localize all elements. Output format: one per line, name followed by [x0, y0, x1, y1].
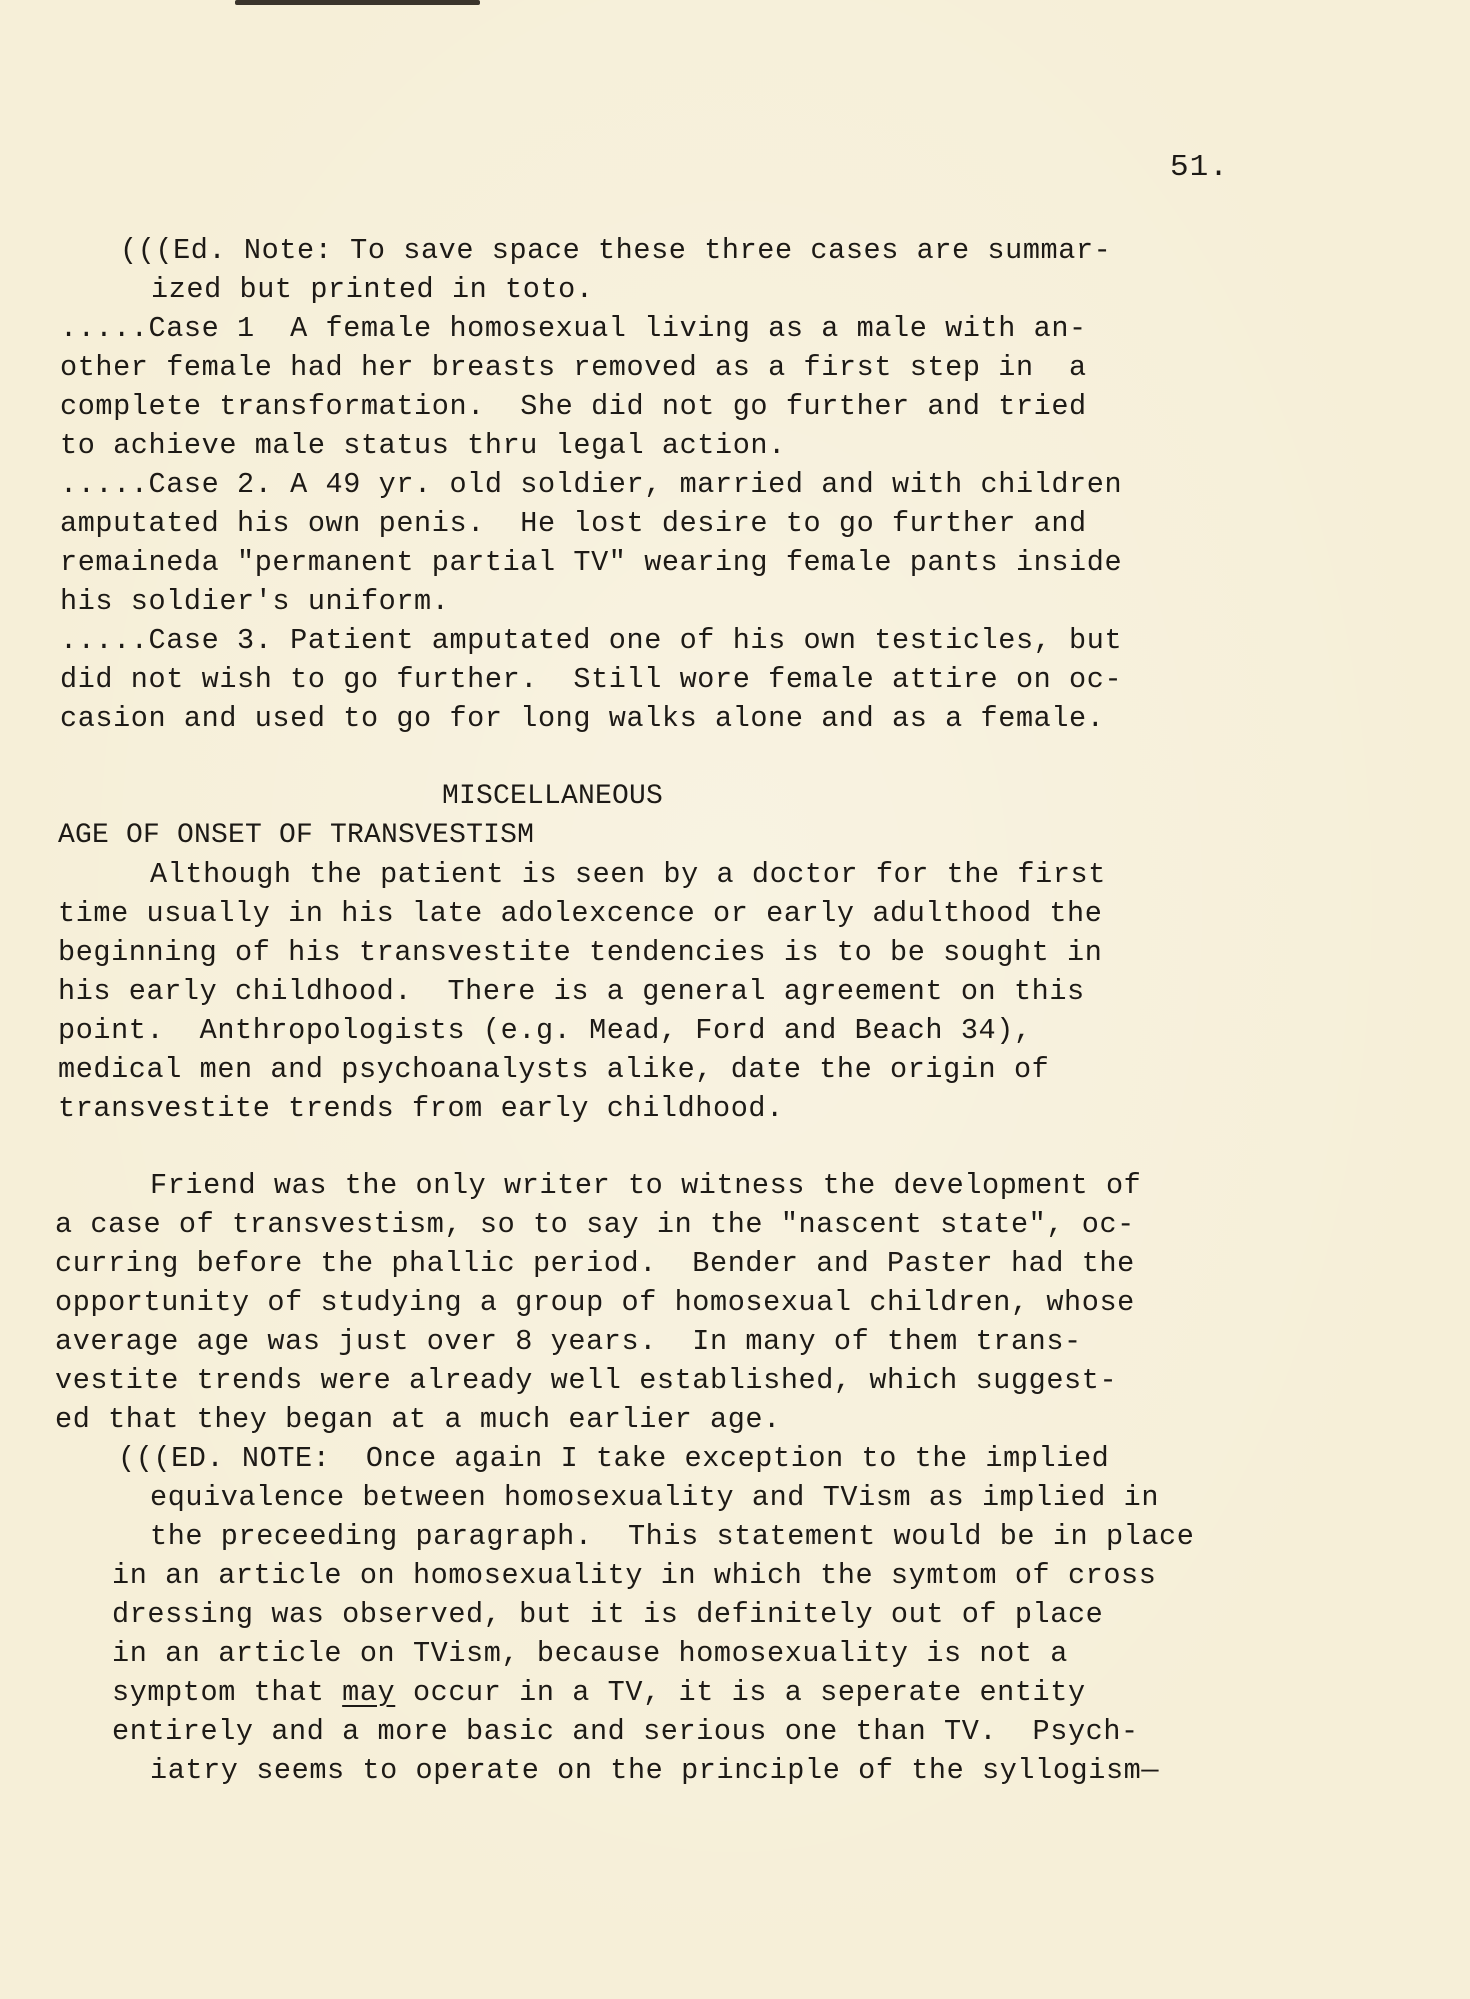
ed-note-line — [112, 1674, 1086, 1712]
paragraph-line: average age was just over 8 years. In many of them trans- — [55, 1325, 1082, 1358]
case-1-line: .....Case 1 A female homosexual living as a male with an- — [60, 312, 1087, 345]
case-1-line: to achieve male status thru legal action. — [60, 429, 786, 462]
paragraph-line: opportunity of studying a group of homosexual children, whose — [55, 1286, 1135, 1319]
ed-note-line: equivalence between homosexuality and TVism as implied in — [150, 1481, 1160, 1514]
case-3-line: did not wish to go further. Still wore female attire on oc- — [60, 663, 1123, 696]
section-heading: MISCELLANEOUS — [442, 781, 664, 812]
ed-note-line: dressing was observed, but it is definitely out of place — [112, 1598, 1104, 1631]
top-edge-mark — [235, 0, 480, 5]
subheading: AGE OF ONSET OF TRANSVESTISM — [58, 820, 535, 851]
case-2-line: his soldier's uniform. — [60, 585, 450, 618]
ed-note-line: in an article on homosexuality in which the symtom of cross — [112, 1559, 1157, 1592]
case-3-line: .....Case 3. Patient amputated one of his own testicles, but — [60, 624, 1123, 657]
ed-note-line: in an article on TVism, because homosexuality is not a — [112, 1637, 1068, 1670]
page-number: 51. — [1170, 150, 1229, 185]
ed-note-line: (((ED. NOTE: Once again I take exception to the implied — [118, 1442, 1110, 1475]
paragraph-line: Although the patient is seen by a doctor for the first — [150, 858, 1106, 891]
case-1-line: other female had her breasts removed as a first step in a — [60, 351, 1087, 384]
paragraph-line: transvestite trends from early childhood. — [58, 1092, 784, 1125]
ed-note-text: symptom that — [112, 1676, 343, 1709]
paragraph-line: vestite trends were already well established, which suggest- — [55, 1364, 1118, 1397]
paragraph-line: ed that they began at a much earlier age. — [55, 1403, 781, 1436]
underlined-word: may — [342, 1676, 396, 1709]
case-1-line: complete transformation. She did not go further and tried — [60, 390, 1087, 423]
paragraph-line: a case of transvestism, so to say in the "nascent state", oc- — [55, 1208, 1135, 1241]
ed-note-line: ized but printed in toto. — [151, 273, 594, 306]
paragraph-line: point. Anthropologists (e.g. Mead, Ford and Beach 34), — [58, 1014, 1032, 1047]
paragraph-line: Friend was the only writer to witness the development of — [150, 1169, 1142, 1202]
case-2-line: remaineda "permanent partial TV" wearing female pants inside — [60, 546, 1123, 579]
paragraph-line: curring before the phallic period. Bender and Paster had the — [55, 1247, 1135, 1280]
paragraph-line: beginning of his transvestite tendencies is to be sought in — [58, 936, 1103, 969]
ed-note-line: entirely and a more basic and serious one than TV. Psych- — [112, 1715, 1139, 1748]
ed-note-text: occur in a TV, it is a seperate entity — [395, 1676, 1086, 1709]
case-2-line: .....Case 2. A 49 yr. old soldier, married and with children — [60, 468, 1123, 501]
paragraph-line: his early childhood. There is a general agreement on this — [58, 975, 1085, 1008]
case-2-line: amputated his own penis. He lost desire to go further and — [60, 507, 1087, 540]
paragraph-line: medical men and psychoanalysts alike, date the origin of — [58, 1053, 1050, 1086]
ed-note-line: iatry seems to operate on the principle of the syllogism— — [150, 1754, 1160, 1787]
case-3-line: casion and used to go for long walks alone and as a female. — [60, 702, 1105, 735]
ed-note-line: the preceeding paragraph. This statement would be in place — [150, 1520, 1195, 1553]
ed-note-line: (((Ed. Note: To save space these three cases are summar- — [120, 234, 1112, 267]
paragraph-line: time usually in his late adolexcence or early adulthood the — [58, 897, 1103, 930]
